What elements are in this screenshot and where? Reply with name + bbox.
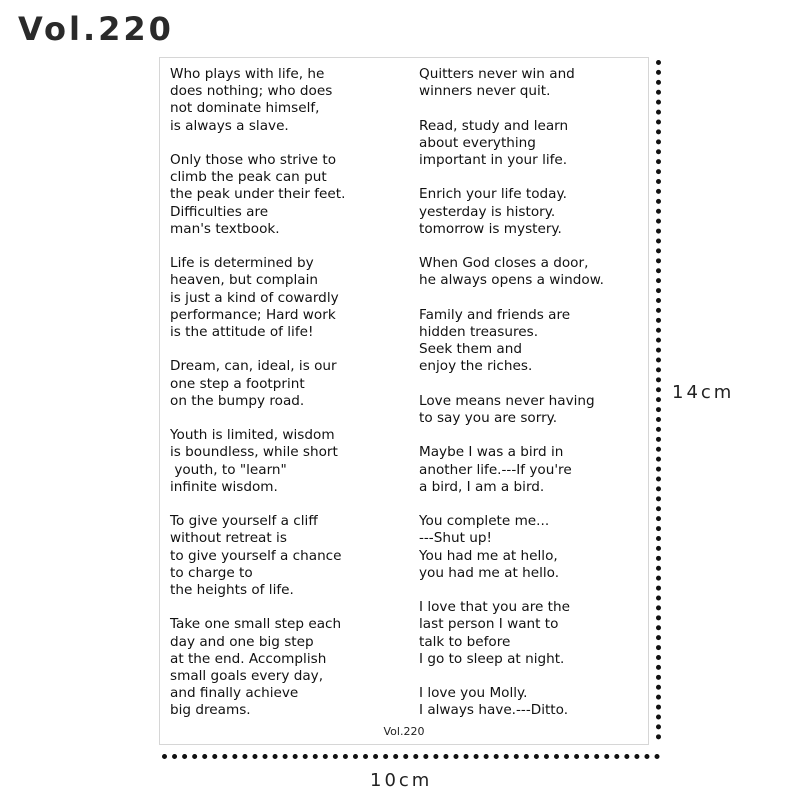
- quote-line: I love that you are the: [419, 599, 570, 616]
- quote-line: day and one big step: [170, 633, 314, 650]
- quote-line: he always opens a window.: [419, 272, 604, 289]
- quote-line: you had me at hello.: [419, 564, 560, 581]
- sticker-sheet: [159, 57, 649, 745]
- quote-line: another life.---If you're: [419, 461, 572, 478]
- quote-stanza: [419, 186, 645, 238]
- quote-stanza: [419, 118, 645, 170]
- quote-line: big dreams.: [170, 702, 251, 719]
- quote-stanza: [170, 616, 402, 719]
- quote-line: To give yourself a cliff: [170, 513, 318, 530]
- quote-line: Love means never having: [419, 392, 595, 409]
- sheet-footer-label: Vol.220: [383, 725, 425, 738]
- quote-line: at the end. Accomplish: [170, 650, 327, 667]
- quote-line: Only those who strive to: [170, 152, 337, 168]
- quote-line: on the bumpy road.: [170, 392, 305, 409]
- quote-line: small goals every day,: [170, 668, 324, 685]
- quote-line: Take one small step each: [170, 616, 342, 633]
- quote-stanza: [419, 599, 645, 668]
- quote-line: one step a footprint: [170, 375, 305, 392]
- quote-line: You had me at hello,: [419, 547, 558, 564]
- quote-line: heaven, but complain: [170, 272, 319, 289]
- quote-line: the peak under their feet.: [170, 186, 346, 203]
- quote-line: Life is determined by: [170, 255, 314, 272]
- quote-line: about everything: [419, 134, 536, 151]
- quote-stanza: [419, 255, 645, 289]
- quote-stanza: [170, 66, 402, 135]
- quote-line: hidden treasures.: [419, 323, 539, 340]
- quote-line: Who plays with life, he: [170, 66, 325, 82]
- quote-line: yesterday is history.: [419, 203, 556, 220]
- quote-stanza: [170, 427, 402, 496]
- width-dimension-label: 10cm: [370, 770, 433, 791]
- product-title: Vol.220: [18, 10, 174, 48]
- quote-line: to give yourself a chance: [170, 547, 342, 564]
- height-dimension-label: 14cm: [672, 382, 735, 403]
- quote-stanza: [170, 358, 402, 410]
- quote-line: performance; Hard work: [170, 306, 336, 323]
- quote-stanza: [419, 307, 645, 376]
- quote-line: I go to sleep at night.: [419, 650, 565, 667]
- quote-line: Youth is limited, wisdom: [170, 427, 335, 444]
- height-dimension-line: [656, 60, 661, 740]
- quote-line: winners never quit.: [419, 83, 551, 100]
- quote-line: the heights of life.: [170, 582, 294, 599]
- quote-line: is boundless, while short: [170, 444, 338, 461]
- quote-line: a bird, I am a bird.: [419, 478, 545, 495]
- quote-stanza: [419, 66, 645, 100]
- quote-line: Seek them and: [419, 341, 522, 358]
- quote-line: important in your life.: [419, 152, 568, 168]
- quote-stanza: [419, 393, 645, 427]
- quote-line: Quitters never win and: [419, 66, 575, 82]
- quote-line: Maybe I was a bird in: [419, 444, 564, 461]
- quote-line: is always a slave.: [170, 117, 289, 134]
- quote-line: climb the peak can put: [170, 169, 327, 186]
- quote-line: to say you are sorry.: [419, 409, 558, 426]
- left-column: [170, 66, 402, 737]
- quote-line: talk to before: [419, 633, 511, 650]
- quote-line: infinite wisdom.: [170, 478, 278, 495]
- quote-line: You complete me...: [419, 513, 550, 530]
- quote-stanza: [419, 444, 645, 496]
- quote-line: without retreat is: [170, 530, 287, 547]
- width-dimension-line: [162, 754, 660, 759]
- quote-line: tomorrow is mystery.: [419, 220, 562, 237]
- quote-line: Enrich your life today.: [419, 186, 567, 203]
- quote-line: is just a kind of cowardly: [170, 289, 339, 306]
- quote-line: I always have.---Ditto.: [419, 702, 569, 719]
- quote-line: is the attitude of life!: [170, 324, 314, 341]
- right-column: [419, 66, 645, 737]
- quote-line: youth, to "learn": [170, 461, 287, 478]
- quote-line: man's textbook.: [170, 220, 280, 237]
- quote-stanza: [419, 685, 645, 719]
- quote-line: Difficulties are: [170, 203, 269, 220]
- quote-stanza: [170, 513, 402, 599]
- quote-line: Read, study and learn: [419, 117, 569, 134]
- quote-stanza: [419, 513, 645, 582]
- quote-line: ---Shut up!: [419, 530, 492, 547]
- quote-line: enjoy the riches.: [419, 358, 533, 375]
- quote-line: and finally achieve: [170, 685, 299, 702]
- quote-stanza: [170, 255, 402, 341]
- quote-line: I love you Molly.: [419, 685, 528, 702]
- quote-line: not dominate himself,: [170, 100, 320, 117]
- quote-line: Dream, can, ideal, is our: [170, 358, 337, 375]
- quote-line: When God closes a door,: [419, 255, 589, 272]
- quote-line: to charge to: [170, 564, 253, 581]
- quote-stanza: [170, 152, 402, 238]
- quote-line: last person I want to: [419, 616, 559, 633]
- quote-line: Family and friends are: [419, 306, 571, 323]
- quote-line: does nothing; who does: [170, 83, 333, 100]
